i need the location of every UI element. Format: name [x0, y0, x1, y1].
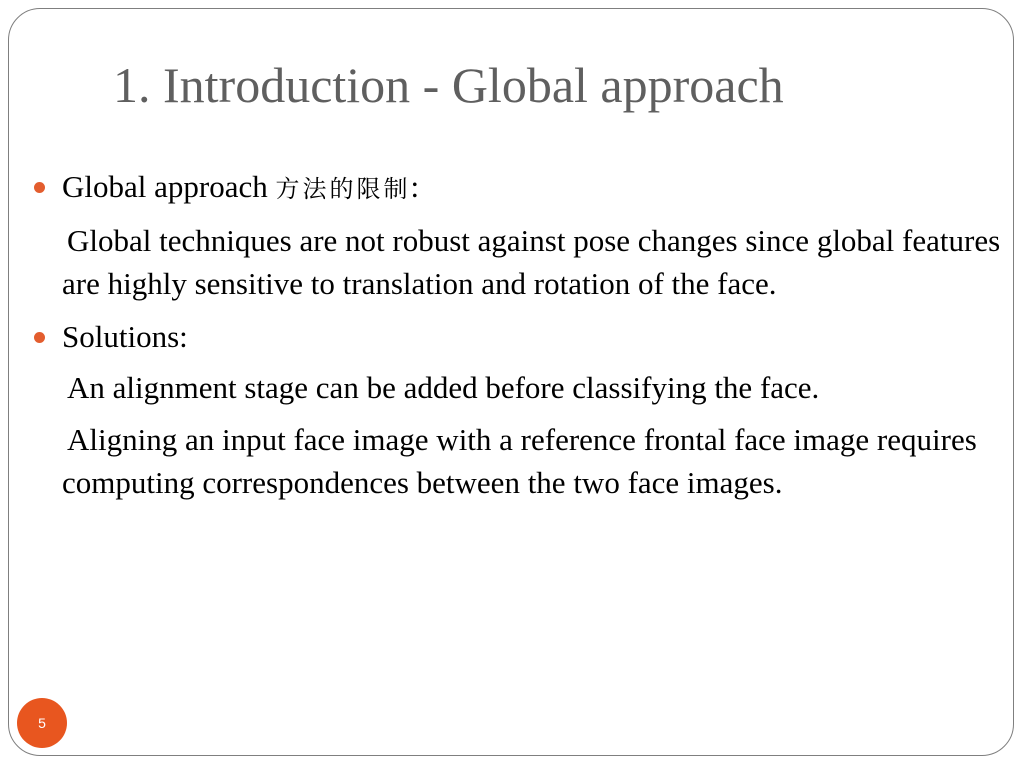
bullet-paragraph: Global techniques are not robust against pose changes since global features are highly sensitive to translation and rotation of the face.: [62, 223, 1001, 301]
bullet-heading: [62, 165, 1012, 211]
bullet-solutions: [62, 315, 1012, 504]
bullet-global-approach: [62, 165, 1012, 305]
bullet-heading-suffix: :: [410, 169, 420, 204]
bullet-heading-cjk: 方法的限制: [275, 175, 411, 203]
bullet-dot-icon: [34, 182, 45, 193]
bullet-heading-text: Global approach: [62, 169, 276, 204]
bullet-paragraph: An alignment stage can be added before classifying the face.: [67, 370, 820, 405]
bullet-heading: Solutions:: [62, 319, 188, 354]
slide-title: 1. Introduction - Global approach: [113, 57, 784, 113]
bullet-dot-icon: [34, 332, 45, 343]
bullet-paragraph: Aligning an input face image with a reference frontal face image requires computing correspondences between the two face images.: [62, 422, 977, 500]
slide-body: [62, 165, 1012, 504]
page-number-badge: 5: [17, 698, 67, 748]
